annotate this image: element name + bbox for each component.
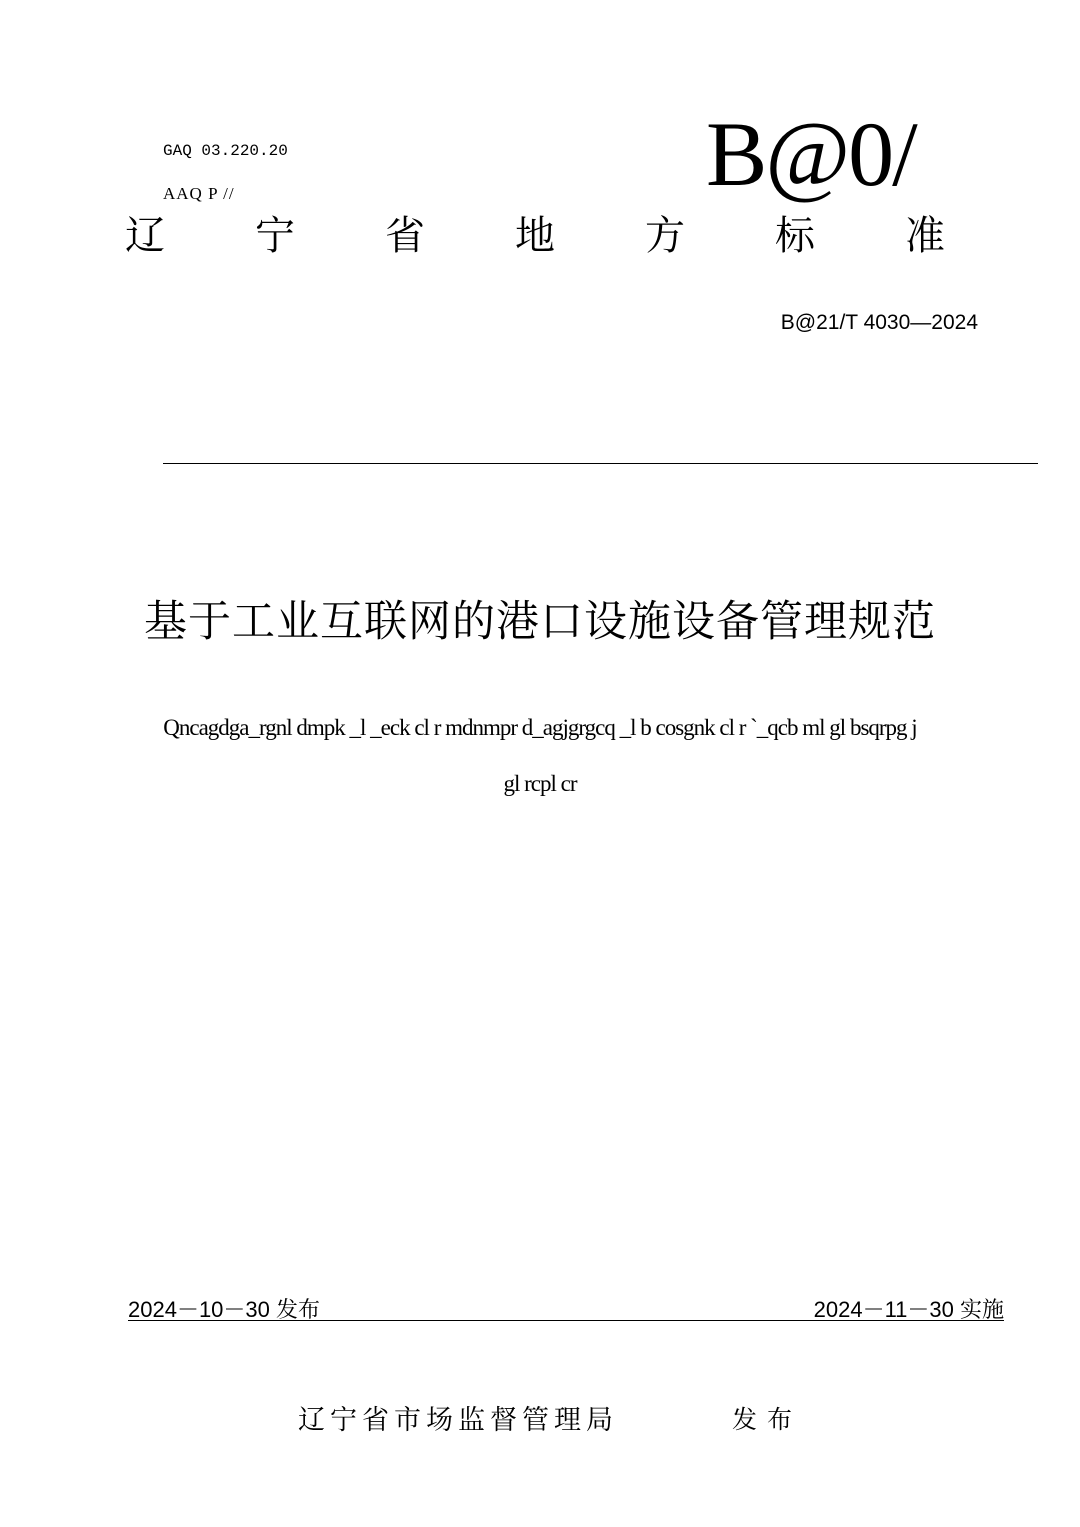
standard-kind-char: 省 [385, 213, 425, 259]
ccs-code: AAQ P // [163, 184, 235, 203]
standard-kind-heading [125, 208, 945, 264]
standard-number: B@21/T 4030—2024 [780, 311, 978, 334]
standard-kind-char: 辽 [125, 213, 165, 259]
standard-kind-char: 地 [515, 213, 555, 259]
standard-kind-char: 准 [905, 213, 945, 259]
standard-logo: B@0/ [706, 103, 916, 205]
issue-date: 2024－10－30 发布 [128, 1297, 320, 1322]
header-divider [163, 463, 1038, 464]
standard-kind-char: 方 [645, 213, 685, 259]
ics-code: GAQ 03.220.20 [163, 142, 288, 160]
standard-kind-char: 宁 [255, 213, 295, 259]
implementation-date: 2024－11－30 实施 [813, 1297, 1004, 1322]
document-title-english-line2: gl rcpl cr [503, 771, 577, 796]
publisher-name: 辽宁省市场监督管理局 [298, 1405, 618, 1436]
document-title-chinese: 基于工业互联网的港口设施设备管理规范 [144, 597, 936, 647]
document-title-english-line1: Qncagdga_rgnl dmpk _l _eck cl r mdnmpr d_agjgrgcq _l b cosgnk cl r `_qcb ml gl bsqrpg j [163, 715, 917, 740]
dates-divider [128, 1320, 1004, 1321]
publish-label: 发布 [732, 1405, 803, 1434]
standard-kind-char: 标 [775, 213, 815, 259]
